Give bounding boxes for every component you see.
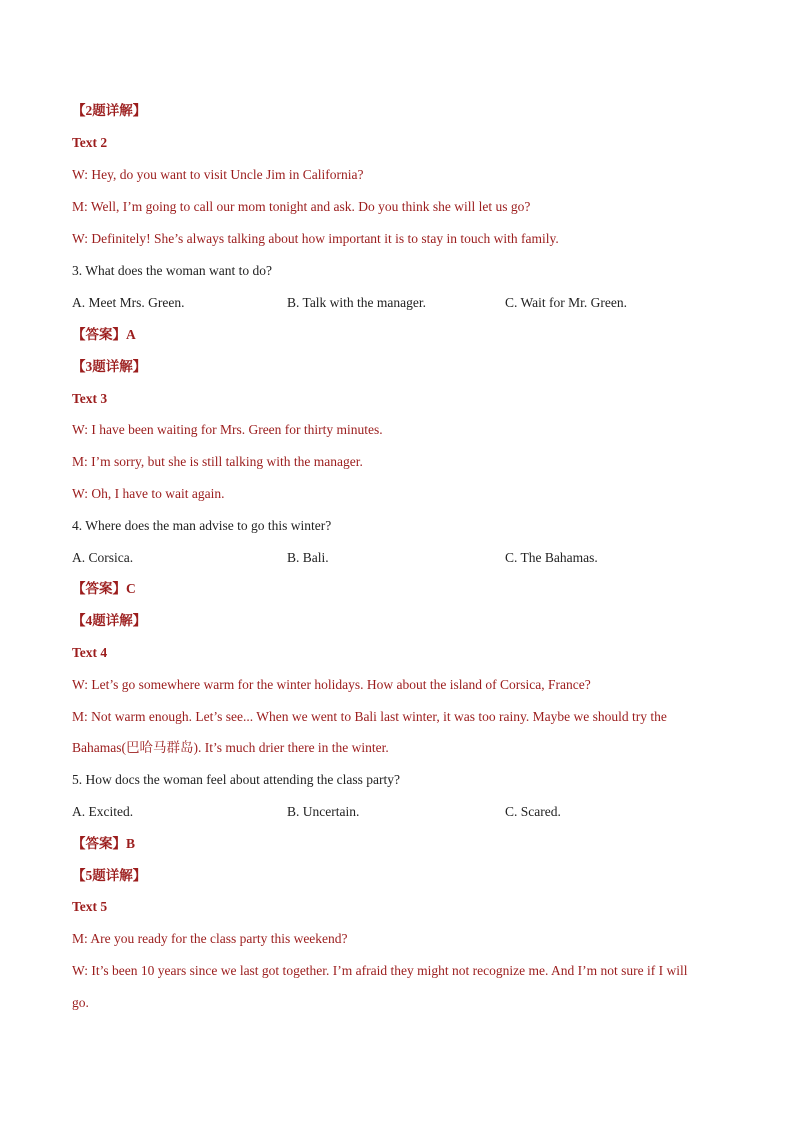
text-label: Text 5 <box>72 899 108 914</box>
option-b: B. Bali. <box>287 550 329 565</box>
answer-line: 【答案】C <box>72 581 136 596</box>
dialogue-line: M: I’m sorry, but she is still talking with the manager. <box>72 454 363 469</box>
option-c: C. Scared. <box>505 804 561 819</box>
dialogue-line: Bahamas(巴哈马群岛). It’s much drier there in the winter. <box>72 740 389 755</box>
option-b: B. Talk with the manager. <box>287 295 427 310</box>
question-text: 3. What does the woman want to do? <box>72 263 272 278</box>
answer-line: 【答案】B <box>72 836 136 851</box>
option-c: C. The Bahamas. <box>505 550 598 565</box>
option-c: C. Wait for Mr. Green. <box>505 295 628 310</box>
section-heading: 【3题详解】 <box>72 359 147 374</box>
section-heading: 【2题详解】 <box>72 103 147 118</box>
text-label: Text 4 <box>72 645 108 660</box>
dialogue-line: go. <box>72 995 89 1010</box>
dialogue-line: W: It’s been 10 years since we last got together. I’m afraid they might not recognize me. And I’m not sure if I will <box>72 963 688 978</box>
question-text: 4. Where does the man advise to go this winter? <box>72 518 332 533</box>
option-a: A. Meet Mrs. Green. <box>72 295 185 310</box>
dialogue-line: M: Well, I’m going to call our mom tonight and ask. Do you think she will let us go? <box>72 199 531 214</box>
text-label: Text 2 <box>72 135 108 150</box>
dialogue-line: W: Definitely! She’s always talking about how important it is to stay in touch with family. <box>72 231 559 246</box>
option-a: A. Excited. <box>72 804 134 819</box>
text-label: Text 3 <box>72 391 108 406</box>
dialogue-line: W: I have been waiting for Mrs. Green for thirty minutes. <box>72 422 383 437</box>
question-text: 5. How docs the woman feel about attending the class party? <box>72 772 401 787</box>
section-heading: 【5题详解】 <box>72 868 147 883</box>
dialogue-line: M: Are you ready for the class party this weekend? <box>72 931 348 946</box>
answer-line: 【答案】A <box>72 327 136 342</box>
section-heading: 【4题详解】 <box>72 613 147 628</box>
option-a: A. Corsica. <box>72 550 134 565</box>
dialogue-line: W: Hey, do you want to visit Uncle Jim in California? <box>72 167 364 182</box>
dialogue-line: W: Oh, I have to wait again. <box>72 486 225 501</box>
dialogue-line: M: Not warm enough. Let’s see... When we went to Bali last winter, it was too rainy. Maybe we should try the <box>72 709 667 724</box>
option-b: B. Uncertain. <box>287 804 360 819</box>
dialogue-line: W: Let’s go somewhere warm for the winter holidays. How about the island of Corsica, France? <box>72 677 591 692</box>
